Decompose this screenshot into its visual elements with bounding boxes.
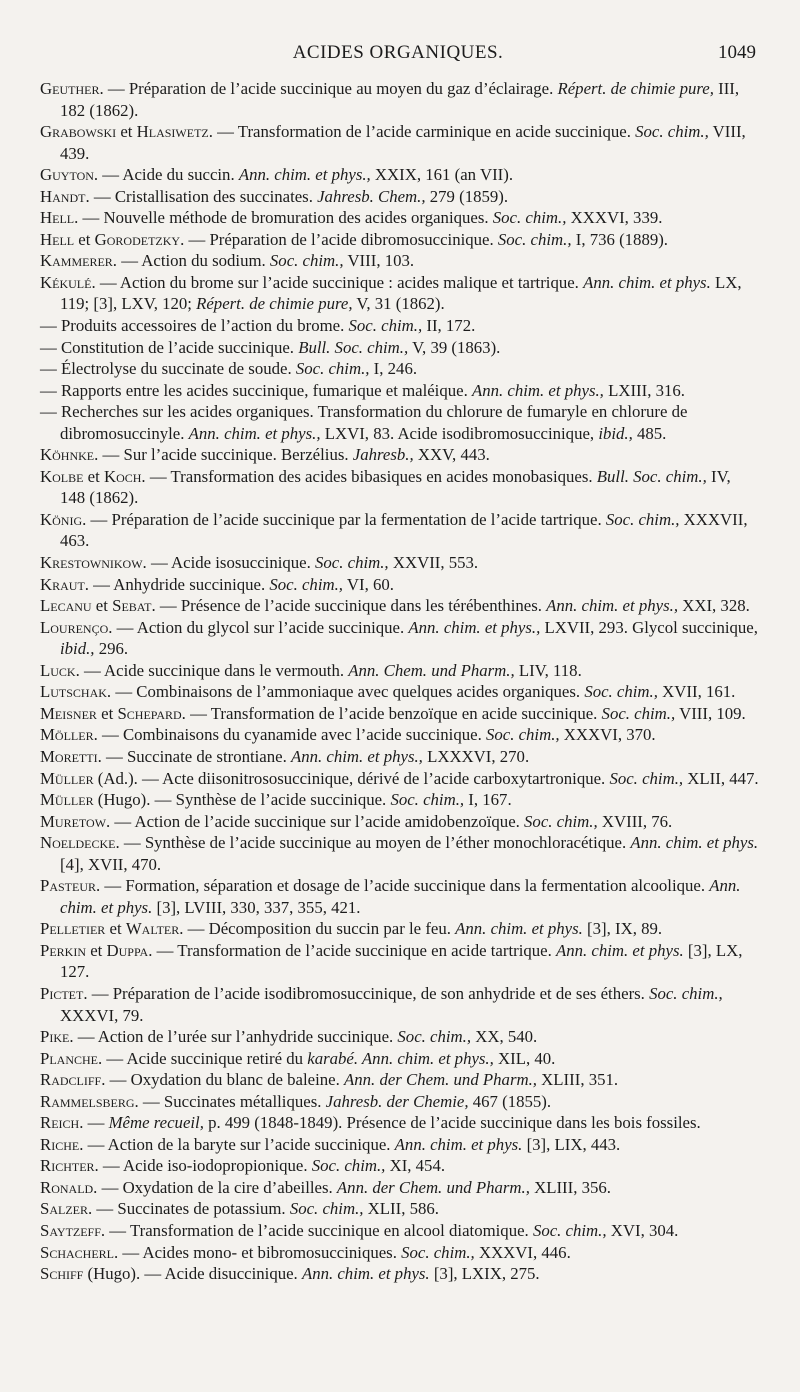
journal-title: Soc. chim., (532, 1220, 607, 1240)
entry-text: XIL, 40. (493, 1048, 556, 1068)
entry-text: — Acides mono- et bibromosucciniques. (118, 1242, 402, 1262)
entry-text: VI, 60. (343, 574, 394, 594)
author-name: Möller. (40, 725, 98, 745)
author-name: Schiff (40, 1264, 84, 1284)
entry-text: — Nouvelle méthode de bromuration des acides organiques. (78, 208, 493, 228)
bibliography-entry (40, 1069, 760, 1091)
bibliography-entry (40, 186, 760, 208)
bibliography-entry (40, 509, 760, 552)
journal-title: ibid., (60, 639, 95, 659)
author-name: Moretti. (40, 746, 102, 766)
page-header (40, 42, 756, 66)
bibliography-list (40, 78, 760, 1285)
bibliography-entry (40, 1048, 760, 1070)
entry-text: — Succinates métalliques. (138, 1091, 326, 1111)
author-name: Schacherl. (40, 1242, 119, 1262)
entry-text: — Combinaisons du cyanamide avec l’acide succinique. (97, 725, 486, 745)
bibliography-entry (40, 229, 760, 251)
entry-text: — Action de l’acide succinique sur l’acide amidobenzoïque. (110, 811, 525, 831)
author-name: Lourenço. (40, 617, 113, 637)
journal-title: Ann. chim. et phys. (60, 876, 741, 917)
entry-text: — Préparation de l’acide isodibromosuccinique, de son anhydride et de ses éthers. (87, 983, 650, 1003)
bibliography-entry (40, 121, 760, 164)
journal-title: Soc. chim., (492, 208, 567, 228)
bibliography-entry (40, 315, 760, 337)
author-name: Kékulé. (40, 272, 96, 292)
entry-text: XVI, 304. (606, 1220, 679, 1240)
journal-title: Ann. chim. et phys. (630, 833, 759, 853)
entry-text: — Combinaisons de l’ammoniaque avec quelques acides organiques. (111, 682, 585, 702)
bibliography-entry (40, 272, 760, 315)
entry-text: — Transformation de l’acide benzoïque en acide succinique. (185, 703, 602, 723)
journal-title: Soc. chim., (605, 509, 680, 529)
bibliography-entry (40, 466, 760, 509)
entry-text: XLII, 586. (363, 1199, 439, 1219)
journal-title: Soc. chim., (609, 768, 684, 788)
bibliography-entry (40, 444, 760, 466)
journal-title: Soc. chim., (397, 1027, 472, 1047)
author-name: Salzer. (40, 1199, 93, 1219)
bibliography-entry (40, 164, 760, 186)
author-name: Krestownikow. (40, 553, 147, 573)
journal-title: Soc. chim., (649, 983, 723, 1003)
entry-text: — Oxydation du blanc de baleine. (105, 1070, 345, 1090)
author-name: Hell. (40, 208, 79, 228)
entry-text: XXI, 328. (678, 596, 750, 616)
journal-title: Soc. chim., (584, 682, 658, 702)
entry-text: — Cristallisation des succinates. (89, 186, 318, 206)
entry-text: XXV, 443. (413, 445, 490, 465)
entry-text: — Sur l’acide succinique. Berzélius. (98, 445, 353, 465)
entry-text: — Transformation des acides bibasiques en acides monobasiques. (145, 466, 597, 486)
bibliography-entry (40, 617, 760, 660)
entry-text: VIII, 109. (675, 703, 746, 723)
entry-text: — Action de l’urée sur l’anhydride succinique. (73, 1027, 398, 1047)
entry-text: XVII, 161. (657, 682, 736, 702)
author-name: Ronald. (40, 1177, 98, 1197)
bibliography-entry (40, 1220, 760, 1242)
entry-text: IV, 148 (1862). (60, 466, 731, 508)
journal-title: Ann. chim. et phys. (583, 272, 711, 292)
entry-text: 485. (632, 423, 667, 443)
bibliography-entry (40, 789, 760, 811)
author-name: Reich. (40, 1113, 84, 1133)
entry-text: et (91, 596, 113, 616)
bibliography-entry (40, 1198, 760, 1220)
bibliography-entry (40, 983, 760, 1026)
journal-title: Soc. chim., (390, 790, 465, 810)
entry-text: — Oxydation de la cire d’abeilles. (97, 1177, 337, 1197)
entry-text: III, 182 (1862). (60, 79, 740, 120)
bibliography-entry (40, 552, 760, 574)
author-name: Müller (40, 768, 94, 788)
journal-title: Ann. der Chem. und Pharm., (336, 1177, 530, 1197)
author-name: Richter. (40, 1156, 99, 1176)
author-name: Köhnke. (40, 445, 99, 465)
entry-text: XLIII, 351. (536, 1070, 619, 1090)
journal-title: Jahresb. Chem., (317, 186, 426, 206)
entry-text: — Synthèse de l’acide succinique au moyen de l’éther monochloracétique. (119, 833, 631, 853)
entry-text: 279 (1859). (425, 186, 509, 206)
bibliography-entry (40, 380, 760, 402)
entry-text: VIII, 439. (60, 122, 746, 163)
entry-text: I, 736 (1889). (571, 229, 669, 249)
journal-title: Soc. chim., (269, 251, 344, 271)
entry-text: [3], LXIX, 275. (429, 1264, 540, 1284)
journal-title: Ann. chim. et phys., (290, 746, 423, 766)
author-name: Saytzeff. (40, 1220, 106, 1240)
author-name: Hell (40, 229, 75, 249)
entry-text: et (96, 703, 118, 723)
journal-title: karabé. Ann. chim. et phys., (307, 1048, 494, 1068)
entry-text: — Action du glycol sur l’acide succinique. (112, 617, 409, 637)
entry-text: et (105, 919, 126, 939)
entry-text: LXXXVI, 270. (422, 746, 530, 766)
entry-text: XLIII, 356. (529, 1177, 611, 1197)
entry-text: — Électrolyse du succinate de soude. (40, 359, 296, 379)
author-name: Radcliff. (40, 1070, 106, 1090)
journal-title: Soc. chim., (315, 553, 389, 573)
entry-text: XXXVII, 463. (60, 509, 748, 551)
entry-text: [3], IX, 89. (582, 919, 663, 939)
entry-text: XLII, 447. (683, 768, 759, 788)
bibliography-entry (40, 724, 760, 746)
bibliography-entry (40, 401, 760, 444)
bibliography-entry (40, 681, 760, 703)
journal-title: Ann. chim. et phys., (546, 596, 679, 616)
bibliography-entry (40, 574, 760, 596)
entry-text: — Produits accessoires de l’action du brome. (40, 316, 349, 336)
entry-text: — Action de la baryte sur l’acide succinique. (83, 1134, 395, 1154)
journal-title: Soc. chim., (295, 359, 370, 379)
entry-text: [3], LVIII, 330, 337, 355, 421. (152, 897, 361, 917)
author-name: Pasteur. (40, 876, 101, 896)
author-name: Luck. (40, 660, 80, 680)
entry-text: — Recherches sur les acides organiques. Transformation du chlorure de fumaryle en chlorure de dibromosuccinyle. (40, 402, 688, 443)
journal-title: Jahresb. der Chemie, (325, 1091, 469, 1111)
entry-text: LIV, 118. (514, 660, 582, 680)
journal-title: Ann. chim. et phys. (455, 919, 583, 939)
entry-text: [4], XVII, 470. (60, 854, 162, 874)
entry-text: XI, 454. (385, 1156, 446, 1176)
entry-text: — Succinate de strontiane. (101, 746, 291, 766)
entry-text: [3], LX, 127. (60, 940, 743, 982)
journal-title: Soc. chim., (497, 229, 572, 249)
bibliography-entry (40, 1263, 760, 1285)
entry-text: — Action du brome sur l’acide succinique : acides malique et tartrique. (95, 272, 584, 292)
bibliography-entry (40, 1091, 760, 1113)
entry-text: p. 499 (1848-1849). Présence de l’acide succinique dans les bois fossiles. (203, 1113, 701, 1133)
journal-title: ibid., (598, 423, 633, 443)
entry-text: et (74, 229, 95, 249)
entry-text: — Transformation de l’acide carminique en acide succinique. (212, 122, 636, 142)
author-name: Handt. (40, 186, 90, 206)
journal-title: Ann. chim. et phys., (188, 423, 321, 443)
journal-title: Ann. chim. et phys. (394, 1134, 523, 1154)
entry-text: XXXVI, 339. (566, 208, 663, 228)
author-name: Lecanu (40, 596, 92, 616)
entry-text: (Hugo). — Acide disuccinique. (83, 1264, 302, 1284)
entry-text: XXXVI, 370. (559, 725, 656, 745)
bibliography-entry (40, 660, 760, 682)
entry-text: I, 246. (369, 359, 418, 379)
journal-title: Soc. chim., (401, 1242, 475, 1262)
entry-text: I, 167. (464, 790, 512, 810)
bibliography-entry (40, 746, 760, 768)
author-name: Kammerer. (40, 251, 117, 271)
entry-text: et (116, 122, 137, 142)
bibliography-entry (40, 703, 760, 725)
entry-text: — Préparation de l’acide dibromosuccinique. (184, 229, 498, 249)
author-name: Perkin (40, 940, 86, 960)
entry-text: (Hugo). — Synthèse de l’acide succinique. (93, 790, 391, 810)
author-name: Meisner (40, 703, 97, 723)
journal-title: Ann. chim. et phys. (301, 1264, 430, 1284)
author-name: Geuther. (40, 79, 104, 98)
author-name: Pictet. (40, 983, 88, 1003)
entry-text: [3], LIX, 443. (522, 1134, 621, 1154)
entry-text: — Décomposition du succin par le feu. (183, 919, 456, 939)
entry-text: XVIII, 76. (597, 811, 673, 831)
author-name: Hlasiwetz. (136, 122, 213, 142)
author-name: Kolbe (40, 466, 84, 486)
bibliography-entry (40, 595, 760, 617)
entry-text: — Succinates de potassium. (92, 1199, 290, 1219)
entry-text: — Acide du succin. (98, 165, 239, 185)
author-name: Sebat. (112, 596, 156, 616)
entry-text: et (83, 466, 104, 486)
author-name: Duppa. (106, 940, 153, 960)
entry-text: LXVII, 293. Glycol succinique, (540, 617, 758, 637)
bibliography-entry (40, 358, 760, 380)
author-name: Gorodetzky. (94, 229, 185, 249)
entry-text: — Rapports entre les acides succinique, fumarique et maléique. (40, 380, 472, 400)
entry-text: XXXVI, 446. (474, 1242, 571, 1262)
author-name: Schepard. (117, 703, 186, 723)
entry-text: XX, 540. (471, 1027, 538, 1047)
bibliography-entry (40, 250, 760, 272)
author-name: Noeldecke. (40, 833, 120, 853)
entry-text: — Préparation de l’acide succinique au moyen du gaz d’éclairage. (103, 79, 558, 98)
entry-text: — Acide isosuccinique. (146, 553, 315, 573)
journal-title: Soc. chim., (289, 1199, 364, 1219)
bibliography-entry (40, 78, 760, 121)
journal-title: Ann. der Chem. und Pharm., (344, 1070, 537, 1090)
journal-title: Jahresb., (352, 445, 414, 465)
bibliography-entry (40, 337, 760, 359)
journal-title: Ann. chim. et phys., (408, 617, 541, 637)
entry-text: — Constitution de l’acide succinique. (40, 337, 299, 357)
journal-title: Ann. Chem. und Pharm., (348, 660, 515, 680)
entry-text: — Action du sodium. (117, 251, 270, 271)
bibliography-entry (40, 875, 760, 918)
journal-title: Soc. chim., (269, 574, 343, 594)
entry-text: LX, 119; [3], LXV, 120; (60, 272, 742, 314)
entry-text: — Formation, séparation et dosage de l’acide succinique dans la fermentation alcoolique. (100, 876, 710, 896)
journal-title: Soc. chim., (524, 811, 598, 831)
journal-title: Soc. chim., (601, 703, 676, 723)
entry-text: — Acide iso-iodopropionique. (98, 1156, 312, 1176)
author-name: Koch. (103, 466, 146, 486)
entry-text: II, 172. (422, 316, 476, 336)
running-title: ACIDES ORGANIQUES. (292, 42, 504, 63)
entry-text: XXXVI, 79. (60, 1005, 144, 1025)
author-name: Guyton. (40, 165, 99, 185)
author-name: Kraut. (40, 574, 89, 594)
bibliography-entry (40, 768, 760, 790)
author-name: Muretow. (40, 811, 111, 831)
entry-text: — Acide succinique dans le vermouth. (79, 660, 349, 680)
entry-text: — Présence de l’acide succinique dans les térébenthines. (155, 596, 547, 616)
journal-title: Soc. chim., (485, 725, 560, 745)
bibliography-entry (40, 811, 760, 833)
author-name: Riche. (40, 1134, 84, 1154)
entry-text: — (83, 1113, 109, 1133)
journal-title: Ann. chim. et phys., (471, 380, 604, 400)
author-name: Pike. (40, 1027, 74, 1047)
author-name: Grabowski (40, 122, 117, 142)
entry-text: 296. (94, 639, 129, 659)
bibliography-entry (40, 1026, 760, 1048)
bibliography-entry (40, 1177, 760, 1199)
entry-text: — Transformation de l’acide succinique en alcool diatomique. (105, 1220, 533, 1240)
entry-text: — Anhydride succinique. (88, 574, 270, 594)
author-name: König. (40, 509, 87, 529)
page-number: 1049 (718, 42, 756, 63)
entry-text: — Transformation de l’acide succinique en acide tartrique. (152, 940, 556, 960)
author-name: Planche. (40, 1048, 103, 1068)
journal-title: Même recueil, (108, 1113, 204, 1133)
journal-title: Soc. chim., (311, 1156, 386, 1176)
author-name: Lutschak. (40, 682, 112, 702)
author-name: Müller (40, 790, 94, 810)
journal-title: Bull. Soc. chim., (596, 466, 707, 486)
entry-text: — Préparation de l’acide succinique par la fermentation de l’acide tartrique. (86, 509, 606, 529)
bibliography-entry (40, 207, 760, 229)
entry-text: et (86, 940, 107, 960)
entry-text: V, 31 (1862). (352, 294, 445, 314)
entry-text: 467 (1855). (468, 1091, 552, 1111)
bibliography-entry (40, 1112, 760, 1134)
journal-title: Répert. de chimie pure, (196, 294, 353, 314)
entry-text: V, 39 (1863). (408, 337, 501, 357)
journal-title: Ann. chim. et phys., (238, 165, 371, 185)
entry-text: LXVI, 83. Acide isodibromosuccinique, (320, 423, 599, 443)
bibliography-entry (40, 832, 760, 875)
bibliography-entry (40, 918, 760, 940)
bibliography-entry (40, 1242, 760, 1264)
author-name: Rammelsberg. (40, 1091, 139, 1111)
bibliography-entry (40, 1134, 760, 1156)
bibliography-entry (40, 940, 760, 983)
journal-title: Répert. de chimie pure, (557, 79, 714, 98)
entry-text: (Ad.). — Acte diisonitrososuccinique, dérivé de l’acide carboxytartronique. (93, 768, 610, 788)
entry-text: XXIX, 161 (an VII). (370, 165, 514, 185)
journal-title: Ann. chim. et phys. (555, 940, 684, 960)
entry-text: — Acide succinique retiré du (102, 1048, 308, 1068)
journal-title: Soc. chim., (635, 122, 709, 142)
entry-text: LXIII, 316. (603, 380, 685, 400)
author-name: Pelletier (40, 919, 106, 939)
entry-text: XXVII, 553. (388, 553, 479, 573)
journal-title: Soc. chim., (348, 316, 423, 336)
journal-title: Bull. Soc. chim., (298, 337, 409, 357)
bibliography-entry (40, 1155, 760, 1177)
author-name: Walter. (125, 919, 184, 939)
entry-text: VIII, 103. (343, 251, 415, 271)
